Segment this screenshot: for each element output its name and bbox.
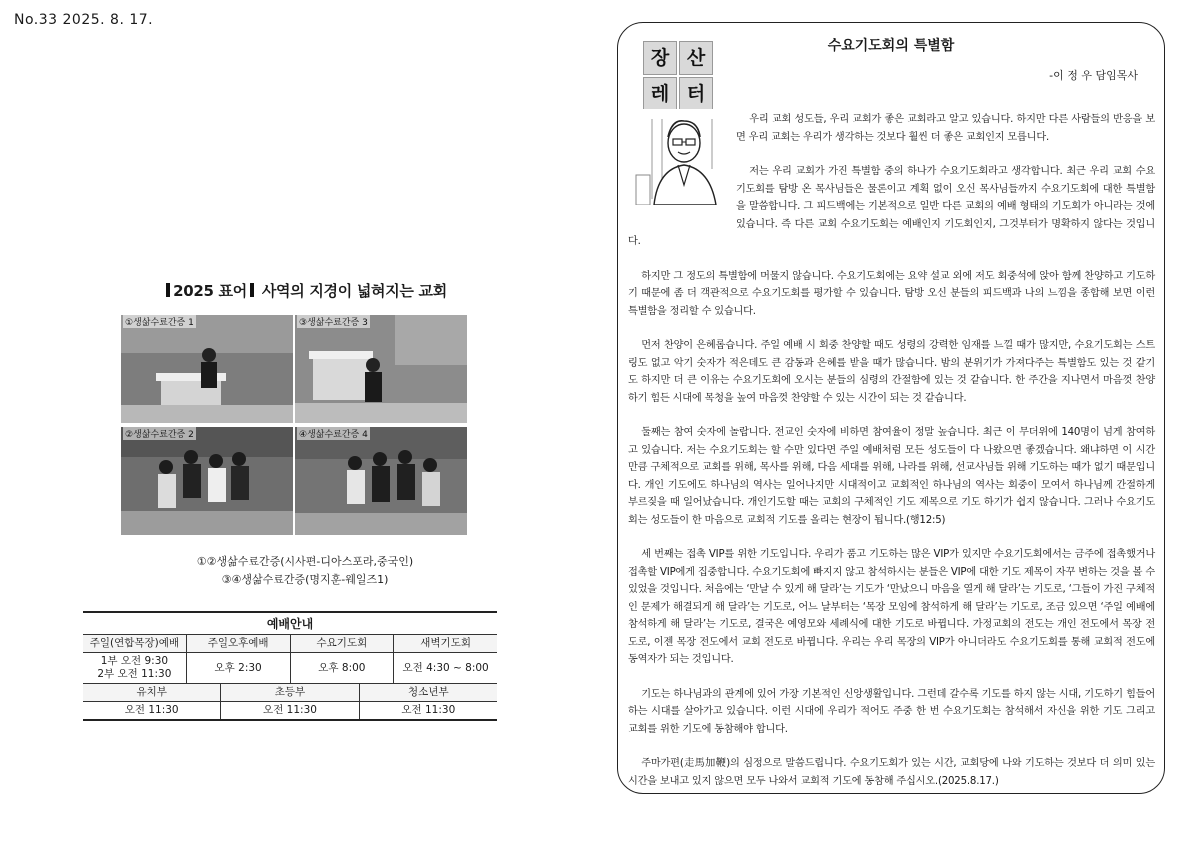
worship-schedule-table	[83, 611, 497, 721]
motto-text: 사역의 지경이 넓혀지는 교회	[261, 282, 447, 300]
schedule-cell: 오전 4:30 ~ 8:00	[402, 661, 489, 674]
photo-image	[295, 427, 467, 535]
photo-label: ②생삶수료간증 2	[123, 427, 196, 440]
left-page	[89, 280, 500, 721]
schedule-header: 청소년부	[360, 684, 497, 701]
column-paragraph: 먼저 찬양이 은혜롭습니다. 주일 예배 시 회중 찬양할 때도 성령의 강력한 임재를 느낄 때가 많지만, 수요기도회는 스트링도 없고 악기 숫자가 적은데도 큰 감동과 은혜를 받을 때가 많습니다. 밤의 분위기가 가져다주는 특별함도 있는 것 같기도 하지만 더 큰 이유는 수요기도회에 오시는 분들의 심령의 간절함에 있는 것 같습니다. 한 주간을 지나면서 마음껏 찬양하기 힘든 시대에 목청을 높여 마음껏 찬양할 수 있는 시간이 되는 것 같습니다.	[628, 340, 1155, 404]
column-paragraph: 기도는 하나님과의 관계에 있어 가장 기본적인 신앙생활입니다. 그런데 갈수록 기도를 하지 않는 시대, 기도하기 힘들어 하는 시대를 살아가고 있습니다. 이런 시대에 우리가 적어도 주중 한 번 수요기도회는 참석해서 자신을 위한 기도 그리고 교회를 위한 기도에 동참해야 합니다.	[628, 688, 1155, 735]
photo-image	[121, 315, 293, 423]
motto-marker	[166, 283, 170, 297]
photo-caption-line-1: ①②생삶수료간증(시사편-디아스포라,중국인)	[196, 555, 414, 568]
stamp-char: 터	[679, 77, 713, 111]
schedule-time: 1부 오전 9:30	[100, 655, 169, 667]
schedule-cell: 오전 11:30	[83, 702, 221, 719]
column-paragraph: 주마가편(走馬加鞭)의 심정으로 말씀드립니다. 수요기도회가 있는 시간, 교회당에 나와 기도하는 것보다 더 의미 있는 시간을 보내고 있지 않으면 모두 나와서 교회적 기도에 동참해 주십시오.(2025.8.17.)	[628, 758, 1155, 787]
schedule-cell: 오전 11:30	[401, 704, 456, 716]
column-paragraph: 둘째는 참여 숫자에 놀랍니다. 전교인 숫자에 비하면 참여율이 정말 높습니다. 최근 이 무더위에 140명이 넘게 참여하고 있습니다. 저는 수요기도회는 할 수만 있다면 주일 예배처럼 모든 성도들이 다 나왔으면 좋겠습니다. 왜냐하면 이 시간만큼 구체적으로 교회를 위해, 목사를 위해, 다음 세대를 위해, 나라를 위해, 선교사님들 위해 기도하는 때가 없기 때문입니다. 개인 기도에도 하나님의 역사는 일어나지만 시대적이고 교회적인 하나님의 역사는 회중이 모여서 하나님께 간절하게 부르짖을 때 일어났습니다. 개인기도할 때는 교회의 구체적인 기도 제목으로 기도 하기가 쉽지 않습니다. 그러나 수요기도회는 성도들이 한 마음으로 교회적 기도를 올리는 현장이 됩니다.(행12:5)	[628, 427, 1155, 526]
schedule-time-row-2	[83, 702, 497, 719]
stamp-char: 산	[679, 41, 713, 75]
schedule-header: 주일(연합목장)예배	[83, 635, 187, 652]
photo-image	[121, 427, 293, 535]
schedule-header-row	[83, 635, 497, 653]
church-motto	[110, 280, 500, 301]
photo-label: ④생삶수료간증 4	[297, 427, 370, 440]
stamp-char: 레	[643, 77, 677, 111]
schedule-cell: 오후 2:30	[187, 653, 291, 683]
stamp-char: 장	[643, 41, 677, 75]
column-paragraph: 저는 우리 교회가 가진 특별함 중의 하나가 수요기도회라고 생각합니다. 최근 우리 교회 수요기도회를 탐방 온 목사님들은 물론이고 계획 없이 오신 목사님들까지 수요기도회에 대한 특별함을 말씀합니다. 그 피드백에는 기본적으로 일반 다른 교회의 예배 형태의 기도회가 아니라는 것에 있습니다. 즉 다른 교회 수요기도회는 예배인지 기도회인지, 그것부터가 명확하지 않다는 것입니다.	[628, 166, 1155, 247]
schedule-cell	[83, 653, 187, 683]
photo-caption	[110, 553, 500, 589]
photo-label: ③생삶수료간증 3	[297, 315, 370, 328]
testimony-photo-4	[295, 427, 467, 535]
issue-number: No.33 2025. 8. 17.	[14, 12, 154, 28]
testimony-photo-1	[121, 315, 293, 423]
photo-image	[295, 315, 467, 423]
photo-caption-line-2: ③④생삶수료간증(명지훈-웨일즈1)	[221, 573, 389, 586]
schedule-title: 예배안내	[83, 613, 497, 635]
column-paragraph: 세 번째는 접촉 VIP를 위한 기도입니다. 우리가 품고 기도하는 많은 VIP가 있지만 수요기도회에서는 금주에 접촉했거나 접촉할 VIP에게 집중합니다. 수요기도회에 빠지지 않고 참석하시는 분들은 VIP에 대한 기도 제목이 자꾸 변하는 것을 볼 수 있었을 것입니다. 처음에는 ‘만날 수 있게 해 달라’는 기도가 ‘만났으니 마음을 열게 해 달라’는 기도로, ‘그들이 가진 구체적인 문제가 해결되게 해 달라’는 기도로, 어느 날부터는 ‘목장 모임에 참석하게 해 달라’는 기도로, 조금 있으면 ‘주일 예배에 참석하게 해 달라’는 기도로, 결국은 예영모와 세례식에 대한 기도로 바뀝니다. 가정교회의 전도는 개인 전도에서 목장 전도로, 이젠 목장 전도에서 교회 전도로 바뀝니다. 우리는 우리 목장의 VIP가 아니더라도 수요기도회를 통해 교회적 전도에 동역자가 되는 것입니다.	[628, 549, 1155, 665]
schedule-time-row	[83, 653, 497, 684]
column-body	[628, 111, 1155, 807]
schedule-header: 유치부	[83, 684, 221, 701]
motto-prefix: 2025 표어	[173, 282, 247, 300]
column-paragraph: 우리 교회 성도들, 우리 교회가 좋은 교회라고 알고 있습니다. 하지만 다른 사람들의 반응을 보면 우리 교회는 우리가 생각하는 것보다 훨씬 더 좋은 교회인지 모릅니다.	[736, 114, 1155, 143]
column-paragraph: 하지만 그 정도의 특별함에 머물지 않습니다. 수요기도회에는 요약 설교 외에 저도 회중석에 앉아 함께 찬양하고 기도하기 때문에 좀 더 객관적으로 수요기도회를 평가할 수 있습니다. 탐방 오신 분들의 피드백과 나의 느낌을 종합해 보면 이런 특별함을 정리할 수 있습니다.	[628, 270, 1155, 317]
testimony-photo-2	[121, 427, 293, 535]
portrait-space	[628, 111, 736, 221]
schedule-header: 주일오후예배	[187, 635, 291, 652]
schedule-header: 새벽기도회	[394, 635, 497, 652]
testimony-photo-3	[295, 315, 467, 423]
photo-grid	[121, 315, 467, 535]
column-title: 수요기도회의 특별함	[827, 38, 955, 54]
schedule-time: 2부 오전 11:30	[97, 668, 172, 680]
photo-label: ①생삶수료간증 1	[123, 315, 196, 328]
pastor-column-page	[617, 22, 1165, 794]
schedule-header-row-2	[83, 684, 497, 702]
schedule-header: 초등부	[221, 684, 359, 701]
schedule-cell: 오후 8:00	[291, 653, 395, 683]
schedule-header: 수요기도회	[291, 635, 395, 652]
column-author: -이 정 우 담임목사	[1049, 69, 1138, 82]
schedule-cell: 오전 11:30	[221, 702, 359, 719]
motto-marker	[250, 283, 254, 297]
